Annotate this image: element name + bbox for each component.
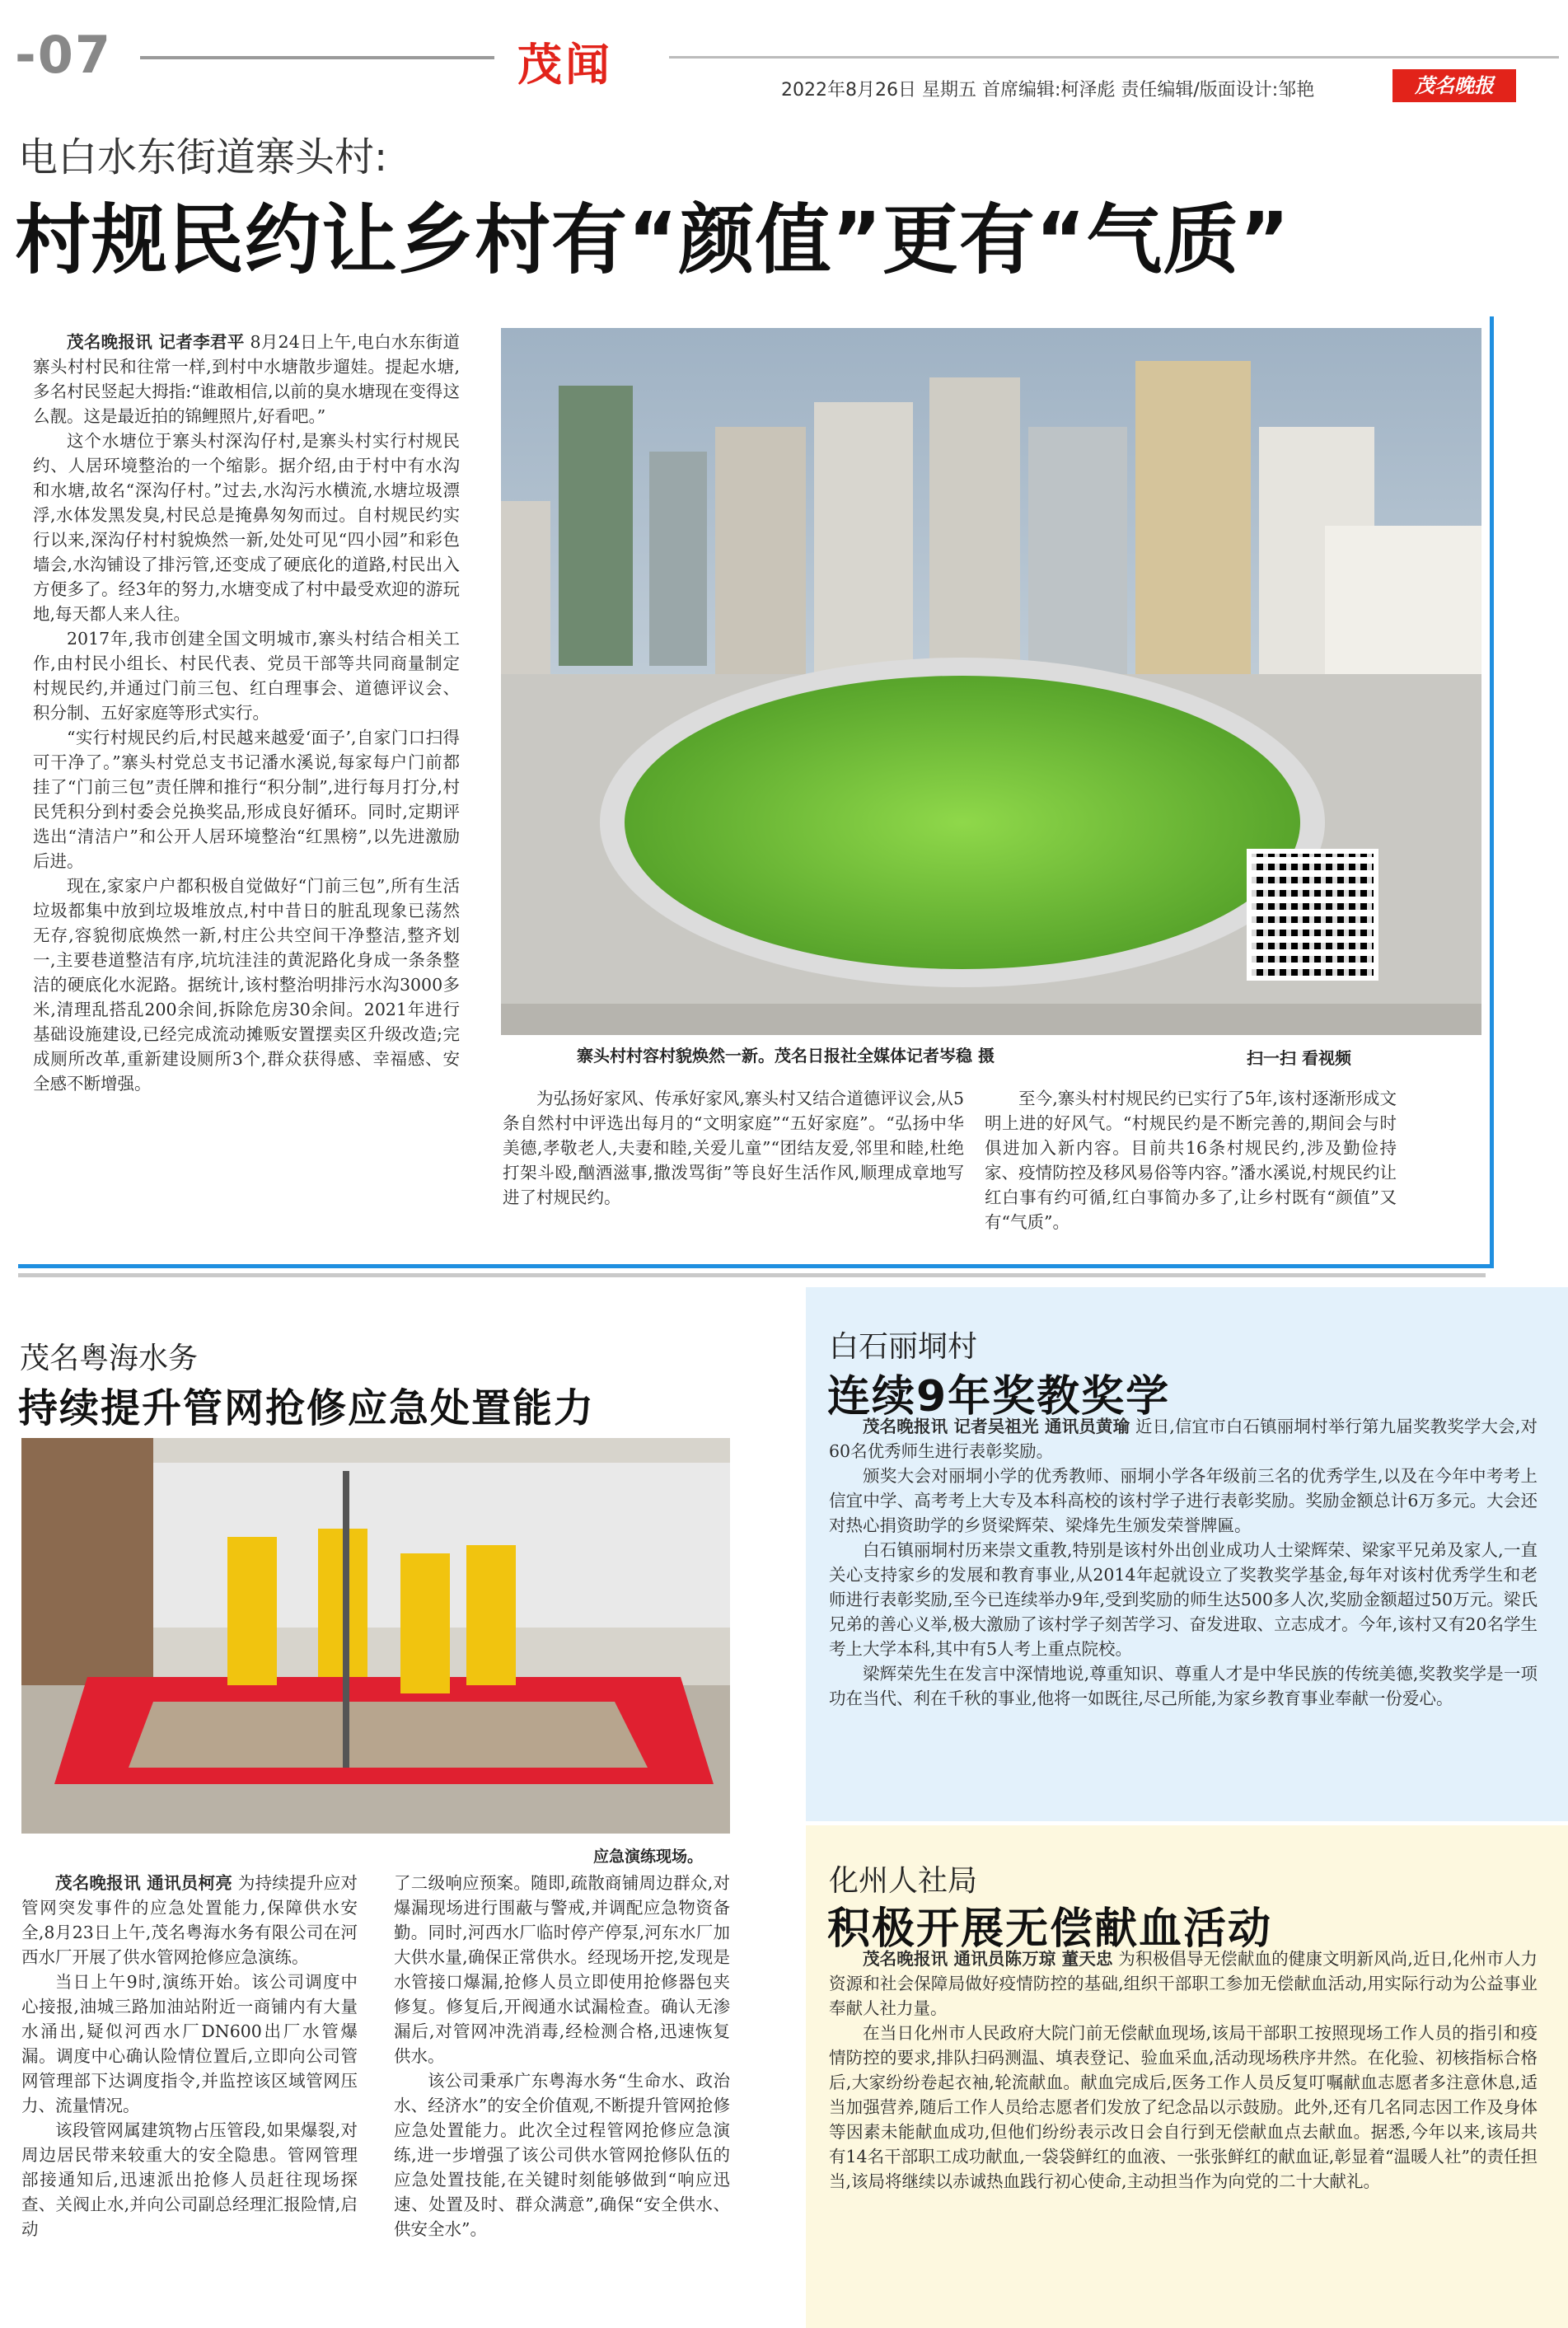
scholarship-para-4: 梁辉荣先生在发言中深情地说,尊重知识、尊重人才是中华民族的传统美德,奖教奖学是一项功在当代、利在千秋的事业,他将一如既往,尽己所能,为家乡教育事业奉献一份爱心。 — [829, 1664, 1538, 1708]
water-title: 持续提升管网抢修应急处置能力 — [18, 1385, 596, 1431]
blood-title: 积极开展无偿献血活动 — [827, 1904, 1273, 1954]
qr-caption: 扫一扫 看视频 — [1247, 1048, 1351, 1068]
blood-byline: 茂名晚报讯 通讯员陈万琼 董天忠 — [863, 1949, 1113, 1969]
lead-frame-right — [1490, 316, 1494, 1268]
page-number-value: 07 — [37, 25, 113, 85]
lead-column-1 — [33, 330, 460, 1096]
blood-para-2: 在当日化州市人民政府大院门前无偿献血现场,该局干部职工按照现场工作人员的指引和疫情防控的要求,排队扫码测温、填表登记、验血采血,活动现场秩序井然。在化验、初核指标合格后,大家纷纷卷起衣袖,轮流献血。献血完成后,医务工作人员反复叮嘱献血志愿者多注意休息,适当加强营养,随后工作人员给志愿者们发放了纪念品以示鼓励。此外,还有几名同志因工作及身体等因素未能献血成功,但他们纷纷表示改日会自行到无偿献血点去献血。据悉,今年以来,该局共有14名干部职工成功献血,一袋袋鲜红的血液、一张张鲜红的献血证,彰显着“温暖人社”的责任担当,该局将继续以赤诚热血践行初心使命,主动担当作为向党的二十大献礼。 — [829, 2023, 1538, 2191]
lead-column-3 — [985, 1086, 1397, 1234]
lead-frame-bottom-grey — [18, 1273, 1486, 1277]
lead-para-3: 2017年,我市创建全国文明城市,寨头村结合相关工作,由村民小组长、村民代表、党员干部等共同商量制定村规民约,并通过门前三包、红白理事会、道德评议会、积分制、五好家庭等形式实行。 — [33, 629, 460, 723]
scholarship-para-1-text: 近日,信宜市白石镇丽垌村举行第九届奖教奖学大会,对60名优秀师生进行表彰奖励。 — [829, 1417, 1538, 1461]
lead-title: 村规民约让乡村有“颜值”更有“气质” — [15, 196, 1290, 284]
qr-code[interactable] — [1247, 849, 1378, 981]
qr-pattern — [1252, 854, 1374, 976]
scholarship-byline: 茂名晚报讯 记者吴祖光 通讯员黄瑜 — [863, 1417, 1130, 1436]
water-para-1-text: 为持续提升应对管网突发事件的应急处置能力,保障供水安全,8月23日上午,茂名粤海水务有限公司在河西水厂开展了供水管网抢修应急演练。 — [21, 1873, 358, 1967]
water-byline: 茂名晚报讯 通讯员柯亮 — [55, 1873, 233, 1893]
header-rule-left — [140, 56, 494, 59]
water-para-2: 当日上午9时,演练开始。该公司调度中心接报,油城三路加油站附近一商铺内有大量水涌出,疑似河西水厂DN600出厂水管爆漏。调度中心确认险情位置后,立即向公司管网管理部下达调度指令,并监控该区域管网压力、流量情况。 — [21, 1972, 358, 2115]
water-para-4: 了二级响应预案。随即,疏散商铺周边群众,对爆漏现场进行围蔽与警戒,并调配应急物资备勤。同时,河西水厂临时停产停泵,河东水厂加大供水量,确保正常供水。经现场开挖,发现是水管接口爆漏,抢修人员立即使用抢修器包夹修复。修复后,开阀通水试漏检查。确认无渗漏后,对管网冲洗消毒,经检测合格,迅速恢复供水。 — [394, 1873, 730, 2066]
header-rule-right — [669, 56, 1559, 59]
section-label: 茂闻 — [517, 39, 613, 91]
water-column-1 — [21, 1871, 358, 2241]
paper-logo — [1392, 69, 1516, 102]
water-photo-caption: 应急演练现场。 — [593, 1848, 704, 1866]
water-kicker: 茂名粤海水务 — [20, 1342, 199, 1375]
water-photo — [21, 1438, 730, 1834]
issue-meta: 2022年8月26日 星期五 首席编辑:柯泽彪 责任编辑/版面设计:邹艳 — [781, 80, 1315, 101]
blood-kicker: 化州人社局 — [829, 1864, 978, 1898]
scholarship-para-1 — [829, 1414, 1538, 1464]
paper-logo-text: 茂名晚报 — [1415, 73, 1494, 97]
scholarship-para-2: 颁奖大会对丽垌小学的优秀教师、丽垌小学各年级前三名的优秀学生,以及在今年中考考上信宜中学、高考考上大专及本科高校的该村学子进行表彰奖励。奖励金额总计6万多元。大会还对热心捐资助学的乡贤梁辉荣、梁烽先生颁发荣誉牌匾。 — [829, 1466, 1538, 1535]
scholarship-kicker: 白石丽垌村 — [829, 1330, 978, 1364]
scholarship-body — [829, 1414, 1538, 1711]
lead-col3-para: 至今,寨头村村规民约已实行了5年,该村逐渐形成文明上进的好风气。“村规民约是不断完善的,期间会与时俱进加入新内容。目前共16条村规民约,涉及勤俭持家、疫情防控及移风易俗等内容。”潘水溪说,村规民约让红白事有约可循,红白事简办多了,让乡村既有“颜值”又有“气质”。 — [985, 1089, 1397, 1232]
lead-frame-bottom — [18, 1264, 1494, 1268]
blood-para-1-text: 为积极倡导无偿献血的健康文明新风尚,近日,化州市人力资源和社会保障局做好疫情防控的基础,组织干部职工参加无偿献血活动,用实际行动为公益事业奉献人社力量。 — [829, 1949, 1538, 2018]
lead-para-1 — [33, 330, 460, 429]
lead-byline: 茂名晚报讯 记者李君平 — [67, 332, 245, 352]
blood-body — [829, 1946, 1538, 2194]
lead-column-2 — [503, 1086, 964, 1210]
scholarship-para-3: 白石镇丽垌村历来崇文重教,特别是该村外出创业成功人士梁辉荣、梁家平兄弟及家人,一直关心支持家乡的发展和教育事业,从2014年起就设立了奖教奖学基金,每年对该村优秀学生和老师进行表彰奖励,至今已连续举办9年,受到奖励的师生达500多人次,奖励金额超过50万元。梁氏兄弟的善心义举,极大激励了该村学子刻苦学习、奋发进取、立志成才。今年,该村又有20名学生考上大学本科,其中有5人考上重点院校。 — [829, 1540, 1538, 1659]
lead-kicker: 电白水东街道寨头村: — [18, 134, 388, 180]
water-para-1 — [21, 1871, 358, 1970]
water-column-2 — [394, 1871, 730, 2241]
water-para-5: 该公司秉承广东粤海水务“生命水、政治水、经济水”的安全价值观,不断提升管网抢修应急处置能力。此次全过程管网抢修应急演练,进一步增强了该公司供水管网抢修队伍的应急处置技能,在关键时刻能够做到“响应迅速、处置及时、群众满意”,确保“安全供水、供安全水”。 — [394, 2071, 730, 2239]
lead-para-2: 这个水塘位于寨头村深沟仔村,是寨头村实行村规民约、人居环境整治的一个缩影。据介绍,由于村中有水沟和水塘,故名“深沟仔村。”过去,水沟污水横流,水塘垃圾漂浮,水体发黑发臭,村民总是掩鼻匆匆而过。自村规民约实行以来,深沟仔村村貌焕然一新,处处可见“四小园”和彩色墙会,水沟铺设了排污管,还变成了硬底化的道路,村民出入方便多了。经3年的努力,水塘变成了村中最受欢迎的游玩地,每天都人来人往。 — [33, 431, 460, 624]
blood-para-1 — [829, 1946, 1538, 2021]
lead-para-1-text: 8月24日上午,电白水东街道寨头村村民和往常一样,到村中水塘散步遛娃。提起水塘,多名村民竖起大拇指:“谁敢相信,以前的臭水塘现在变得这么靓。这是最近拍的锦鲤照片,好看吧。” — [33, 332, 460, 426]
lead-photo — [501, 328, 1481, 1035]
lead-col2-para: 为弘扬好家风、传承好家风,寨头村又结合道德评议会,从5条自然村中评选出每月的“文明家庭”“五好家庭”。“弘扬中华美德,孝敬老人,夫妻和睦,关爱儿童”“团结友爱,邻里和睦,杜绝打架斗殴,酗酒滋事,撒泼骂街”等良好生活作风,顺理成章地写进了村规民约。 — [503, 1089, 964, 1207]
lead-photo-caption: 寨头村村容村貌焕然一新。茂名日报社全媒体记者岑稳 摄 — [577, 1046, 995, 1066]
pipe-drill-image — [21, 1438, 730, 1834]
water-para-3: 该段管网属建筑物占压管段,如果爆裂,对周边居民带来较重大的安全隐患。管网管理部接通知后,迅速派出抢修人员赶往现场探查、关阀止水,并向公司副总经理汇报险情,启动 — [21, 2120, 358, 2239]
page-number: -07 — [15, 25, 113, 85]
lead-para-5: 现在,家家户户都积极自觉做好“门前三包”,所有生活垃圾都集中放到垃圾堆放点,村中昔日的脏乱现象已荡然无存,容貌彻底焕然一新,村庄公共空间干净整洁,整齐划一,主要巷道整洁有序,坑坑洼洼的黄泥路化身成一条条整洁的硬底化水泥路。据统计,该村整治明排污水沟3000多米,清理乱搭乱200余间,拆除危房30余间。2021年进行基础设施建设,已经完成流动摊贩安置摆卖区升级改造;完成厕所改革,重新建设厕所3个,群众获得感、幸福感、安全感不断增强。 — [33, 876, 460, 1094]
scholarship-title: 连续9年奖教奖学 — [827, 1372, 1171, 1422]
lead-para-4: “实行村规民约后,村民越来越爱‘面子’,自家门口扫得可干净了。”寨头村党总支书记潘水溪说,每家每户门前都挂了“门前三包”责任牌和推行“积分制”,进行每月打分,村民凭积分到村委会兑换奖品,形成良好循环。同时,定期评选出“清洁户”和公开人居环境整治“红黑榜”,以先进激励后进。 — [33, 728, 460, 871]
